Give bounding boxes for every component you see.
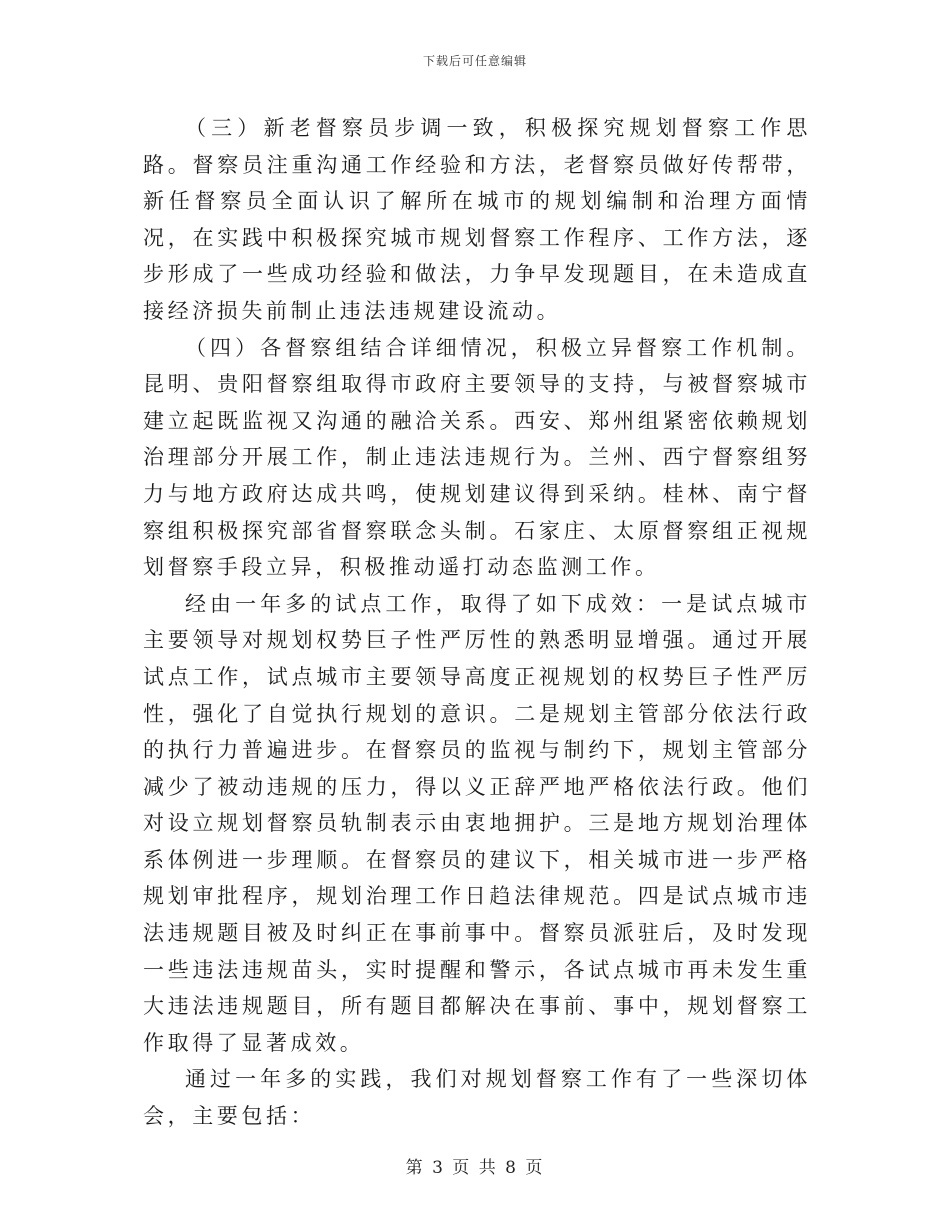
page-header: 下载后可任意编辑 [422, 54, 527, 68]
paragraph-section-three: （三）新老督察员步调一致，积极探究规划督察工作思路。督察员注重沟通工作经验和方法，老督察员做好传帮带，新任督察员全面认识了解所在城市的规划编制和治理方面情况，在实践中积极探究城市规划督察工作程序、工作方法，逐步形成了一些成功经验和做法，力争早发现题目，在未造成直接经济损失前制止违法违规建设流动。 [143, 116, 811, 323]
document-body [143, 110, 811, 1135]
page-footer: 第 3 页 共 8 页 [405, 1158, 545, 1178]
paragraph-experience: 通过一年多的实践，我们对规划督察工作有了一些深切体会，主要包括： [143, 1067, 811, 1129]
paragraph-results: 经由一年多的试点工作，取得了如下成效：一是试点城市主要领导对规划权势巨子性严厉性的熟悉明显增强。通过开展试点工作，试点城市主要领导高度正视规划的权势巨子性严厉性，强化了自觉执行规划的意识。二是规划主管部分依法行政的执行力普遍进步。在督察员的监视与制约下，规划主管部分减少了被动违规的压力，得以义正辞严地严格依法行政。他们对设立规划督察员轨制表示由衷地拥护。三是地方规划治理体系体例进一步理顺。在督察员的建议下，相关城市进一步严格规划审批程序，规划治理工作日趋法律规范。四是试点城市违法违规题目被及时纠正在事前事中。督察员派驻后，及时发现一些违法违规苗头，实时提醒和警示，各试点城市再未发生重大违法违规题目，所有题目都解决在事前、事中，规划督察工作取得了显著成效。 [143, 591, 811, 1055]
paragraph-section-four: （四）各督察组结合详细情况，积极立异督察工作机制。昆明、贵阳督察组取得市政府主要领导的支持，与被督察城市建立起既监视又沟通的融洽关系。西安、郑州组紧密依赖规划治理部分开展工作，制止违法违规行为。兰州、西宁督察组努力与地方政府达成共鸣，使规划建议得到采纳。桂林、南宁督察组积极探究部省督察联念头制。石家庄、太原督察组正视规划督察手段立异，积极推动遥打动态监测工作。 [143, 335, 811, 580]
